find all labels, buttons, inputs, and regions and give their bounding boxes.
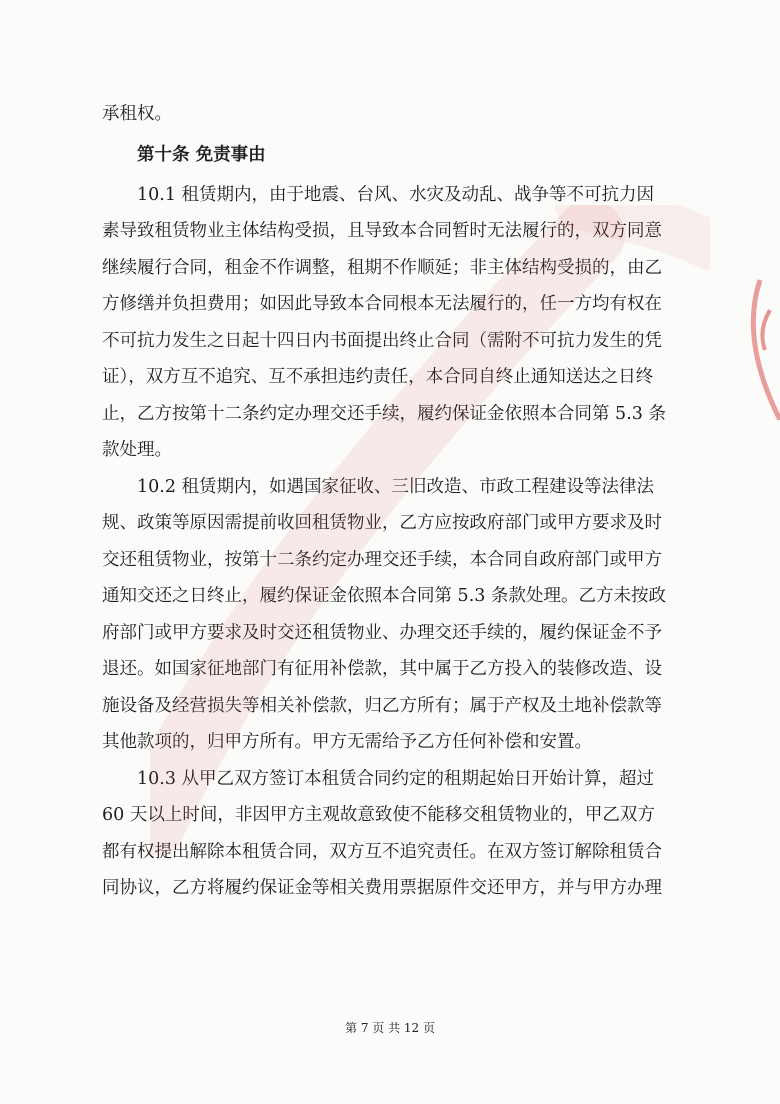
text-line-9: 止，乙方按第十二条约定办理交还手续，履约保证金依照本合同第 5.3 条 xyxy=(102,404,666,424)
text-line-18: 其他款项的，归甲方所有。甲方无需给予乙方任何补偿和安置。 xyxy=(102,732,592,752)
text-line-22: 同协议，乙方将履约保证金等相关费用票据原件交还甲方，并与甲方办理 xyxy=(102,878,662,898)
text-line-5: 继续履行合同，租金不作调整，租期不作顺延；非主体结构受损的，由乙 xyxy=(102,258,662,278)
text-line-14: 通知交还之日终止，履约保证金依照本合同第 5.3 条款处理。乙方未按政 xyxy=(102,586,666,606)
text-line-4: 素导致租赁物业主体结构受损，且导致本合同暂时无法履行的，双方同意 xyxy=(102,221,662,241)
text-line-10: 款处理。 xyxy=(102,440,172,460)
text-line-21: 都有权提出解除本租赁合同，双方互不追究责任。在双方签订解除租赁合 xyxy=(102,842,662,862)
text-line-3: 10.1 租赁期内，由于地震、台风、水灾及动乱、战争等不可抗力因 xyxy=(137,185,655,205)
text-line-11: 10.2 租赁期内，如遇国家征收、三旧改造、市政工程建设等法律法 xyxy=(137,477,655,497)
text-line-20: 60 天以上时间，非因甲方主观故意致使不能移交租赁物业的，甲乙双方 xyxy=(102,805,655,825)
text-line-13: 交还租赁物业，按第十二条约定办理交还手续，本合同自政府部门或甲方 xyxy=(102,550,662,570)
text-line-17: 施设备及经营损失等相关补偿款，归乙方所有；属于产权及土地补偿款等 xyxy=(102,696,662,716)
text-line-15: 府部门或甲方要求及时交还租赁物业、办理交还手续的，履约保证金不予 xyxy=(102,623,662,643)
text-line-16: 退还。如国家征地部门有征用补偿款，其中属于乙方投入的装修改造、设 xyxy=(102,659,662,679)
section-heading: 第十条 免责事由 xyxy=(137,145,266,165)
text-line-7: 不可抗力发生之日起十四日内书面提出终止合同（需附不可抗力发生的凭 xyxy=(102,331,662,351)
text-line-12: 规、政策等原因需提前收回租赁物业，乙方应按政府部门或甲方要求及时 xyxy=(102,513,662,533)
text-line-1: 承租权。 xyxy=(102,104,172,124)
text-line-6: 方修缮并负担费用；如因此导致本合同根本无法履行的，任一方均有权在 xyxy=(102,294,662,314)
page-footer: 第 7 页 共 12 页 xyxy=(345,1021,435,1035)
text-line-19: 10.3 从甲乙双方签订本租赁合同约定的租期起始日开始计算，超过 xyxy=(137,769,655,789)
text-line-8: 证），双方互不追究、互不承担违约责任，本合同自终止通知送达之日终 xyxy=(102,367,654,387)
